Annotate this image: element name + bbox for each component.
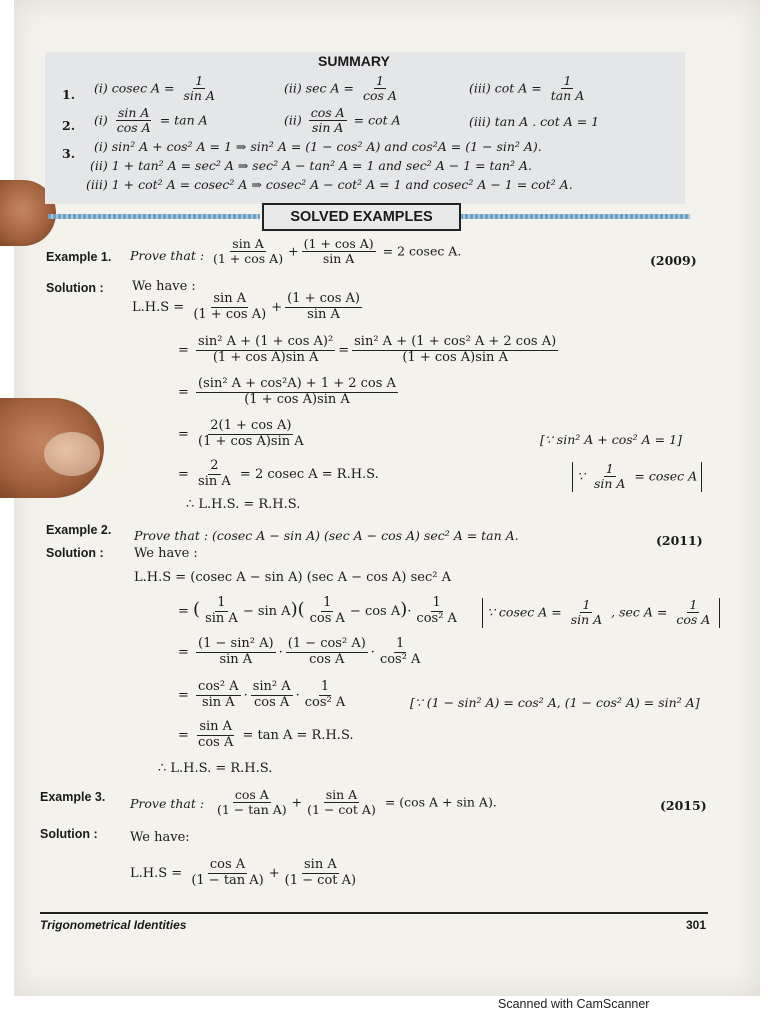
ex1-l1-plus: + (271, 299, 283, 315)
ex2-l2-m2: − cos A (349, 603, 401, 619)
ex3-l1b-num: sin A (304, 857, 337, 872)
ex1-eq-4: = (178, 426, 189, 442)
ex1-l4-num: 2(1 + cos A) (210, 418, 292, 433)
ex2-we-have: We have : (134, 546, 198, 561)
ex2-l3-1-num: (1 − sin² A) (198, 636, 274, 651)
ex2-l2-3-den: cos² A (416, 610, 457, 626)
ex3-f2-den: (1 − cot A) (307, 802, 376, 818)
summary-title: SUMMARY (318, 53, 390, 69)
ex3-rhs: = (cos A + sin A). (384, 794, 497, 810)
ex1-l1b-den: sin A (307, 306, 340, 322)
ex1-l1b-num: (1 + cos A) (287, 291, 360, 306)
ex2-l2-3-num: 1 (432, 595, 441, 610)
ex2-l2-note-2-den: cos A (676, 612, 711, 628)
s3-iii: (iii) 1 + cot² A = cosec² A ⇒ cosec² A − cot² A = 1 and cosec² A − 1 = cot² A. (86, 177, 573, 192)
ex3-l1-plus: + (268, 865, 280, 881)
s1-i-num: 1 (195, 73, 204, 88)
ex1-lhs: L.H.S = (132, 299, 185, 315)
ex2-eq-2: = (178, 603, 189, 619)
ex2-l5-den: cos A (198, 734, 234, 750)
ex2-l2-note-mid: , sec A = (611, 604, 668, 620)
s1-ii-num: 1 (375, 73, 384, 88)
ex2-lhs: L.H.S = (cosec A − sin A) (sec A − cos A) sec² A (134, 570, 452, 585)
ex1-l5-note-den: sin A (593, 476, 626, 492)
ex1-f1-den: (1 + cos A) (213, 251, 284, 267)
ex1-l5-note-post: = cosec A (634, 468, 698, 484)
ex1-l2a-den: (1 + cos A)sin A (212, 349, 319, 365)
ex2-prove: Prove that : (cosec A − sin A) (sec A − cos A) sec² A = tan A. (134, 528, 519, 543)
ex2-l2-note-1-num: 1 (582, 597, 591, 612)
footer-chapter: Trigonometrical Identities (40, 918, 187, 932)
ex2-l3-2-den: cos A (309, 651, 345, 667)
s1-iii-den: tan A (550, 88, 585, 104)
ex1-f2-num: (1 + cos A) (303, 236, 374, 251)
summary-row-2 (62, 104, 682, 138)
s2-i-num: sin A (117, 105, 150, 120)
footer-page-number: 301 (686, 918, 707, 932)
s2-ii-num: cos A (310, 105, 345, 120)
ex1-l4-note: [∵ sin² A + cos² A = 1] (540, 432, 682, 447)
ex1-l2b-num: sin² A + (1 + cos² A + 2 cos A) (354, 334, 557, 349)
ex2-l2-2-num: 1 (323, 595, 332, 610)
ex1-eq-2: = (178, 342, 189, 358)
ex1-year: (2009) (650, 253, 697, 268)
ex3-l1b-den: (1 − cot A) (284, 872, 357, 888)
example-2-label: Example 2. (46, 523, 112, 537)
s2-i-post: = tan A (159, 112, 208, 128)
ex3-f2-num: sin A (325, 787, 358, 802)
s1-ii-den: cos A (362, 88, 397, 104)
ex2-l4-2-num: sin² A (252, 679, 291, 694)
example-3-label: Example 3. (40, 790, 106, 804)
ex1-eq-5: = (178, 466, 189, 482)
summary-num-1: 1. (62, 87, 76, 102)
ex2-l4-3-den: cos² A (304, 694, 346, 710)
footer-rule (40, 912, 708, 914)
ex2-l2-note-pre: ∵ cosec A = (487, 604, 562, 620)
ex1-l1a-num: sin A (213, 291, 247, 306)
ex2-l3-2-num: (1 − cos² A) (287, 636, 366, 651)
ex1-l2a-num: sin² A + (1 + cos A)² (198, 334, 334, 349)
summary-num-2: 2. (62, 118, 76, 133)
ex1-eq-2b: = (338, 342, 350, 358)
ex2-conclusion: ∴ L.H.S. = R.H.S. (158, 761, 273, 776)
ex3-year: (2015) (660, 798, 707, 813)
ex2-l4-1-den: sin A (201, 694, 235, 710)
solved-examples-heading: SOLVED EXAMPLES (262, 203, 461, 231)
ex2-l5-num: sin A (199, 719, 233, 734)
ex2-solution-label: Solution : (46, 546, 104, 560)
ex2-l2-2-den: cos A (309, 610, 345, 626)
ex2-l5-post: = tan A = R.H.S. (242, 727, 354, 743)
decorative-rule-left (48, 214, 260, 219)
ex1-l4-den: (1 + cos A)sin A (198, 433, 304, 449)
ex2-l2-note-2-num: 1 (689, 597, 698, 612)
s1-iii-num: 1 (563, 73, 572, 88)
ex3-solution-label: Solution : (40, 827, 98, 841)
s2-ii-pre: (ii) (284, 112, 302, 128)
ex1-l5-den: sin A (198, 473, 231, 489)
ex2-l4-1-num: cos² A (198, 679, 239, 694)
ex2-l2-1-den: sin A (205, 610, 238, 626)
s3-i: (i) sin² A + cos² A = 1 ⇒ sin² A = (1 − cos² A) and cos²A = (1 − sin² A). (94, 139, 542, 154)
ex1-prove: Prove that : (130, 248, 205, 263)
ex1-solution-label: Solution : (46, 281, 104, 295)
ex2-l3-3-num: 1 (396, 636, 405, 651)
camscanner-watermark: Scanned with CamScanner (498, 997, 650, 1011)
ex1-l2b-den: (1 + cos A)sin A (402, 349, 508, 365)
ex1-l5-num: 2 (210, 458, 219, 473)
summary-num-3: 3. (62, 146, 76, 161)
ex1-l3-num: (sin² A + cos²A) + 1 + 2 cos A (198, 376, 396, 391)
ex2-l2-note-1-den: sin A (570, 612, 603, 628)
ex2-l2-1-num: 1 (217, 595, 226, 610)
ex2-l2-m1: − sin A (242, 603, 291, 619)
ex1-f2-den: sin A (322, 251, 355, 267)
s1-i-pre: (i) cosec A = (94, 80, 175, 96)
ex1-conclusion: ∴ L.H.S. = R.H.S. (186, 497, 301, 512)
ex3-f1-den: (1 − tan A) (217, 802, 287, 818)
ex1-l5-note-pre: ∵ (577, 468, 585, 484)
ex2-eq-3: = (178, 644, 189, 660)
s1-ii-pre: (ii) sec A = (284, 80, 354, 96)
s3-ii: (ii) 1 + tan² A = sec² A ⇒ sec² A − tan² A = 1 and sec² A − 1 = tan² A. (90, 158, 533, 173)
ex1-l1a-den: (1 + cos A) (193, 306, 267, 322)
ex3-l1a-num: cos A (209, 857, 246, 872)
ex3-plus: + (291, 794, 303, 810)
ex1-plus: + (288, 243, 299, 259)
ex3-we-have: We have: (130, 830, 190, 845)
ex1-rhs: = 2 cosec A. (382, 243, 462, 259)
s1-i-den: sin A (183, 88, 215, 104)
s2-iii: (iii) tan A . cot A = 1 (469, 114, 600, 129)
decorative-rule-right (460, 214, 690, 219)
ex1-eq-3: = (178, 384, 189, 400)
s2-ii-post: = cot A (353, 112, 401, 128)
ex3-lhs: L.H.S = (130, 865, 183, 881)
ex3-l1a-den: (1 − tan A) (191, 872, 264, 888)
ex2-l4-3-num: 1 (320, 679, 330, 694)
fingernail (44, 432, 100, 476)
s1-iii-pre: (iii) cot A = (469, 80, 542, 96)
ex2-l3-3-den: cos² A (379, 651, 421, 667)
ex1-f1-num: sin A (232, 236, 264, 251)
s2-i-pre: (i) (94, 112, 108, 128)
ex1-l5-post: = 2 cosec A = R.H.S. (239, 466, 379, 482)
ex1-we-have: We have : (132, 279, 196, 294)
ex2-year: (2011) (656, 533, 703, 548)
s2-ii-den: sin A (311, 120, 344, 136)
ex2-l3-1-den: sin A (219, 651, 253, 667)
ex2-eq-5: = (178, 727, 189, 743)
example-1-label: Example 1. (46, 250, 112, 264)
ex1-l3-den: (1 + cos A)sin A (244, 391, 350, 407)
s2-i-den: cos A (116, 120, 151, 136)
summary-row-1 (62, 70, 682, 104)
ex2-l4-note: [∵ (1 − sin² A) = cos² A, (1 − cos² A) = sin² A] (410, 695, 700, 710)
ex2-l4-2-den: cos A (254, 694, 290, 710)
ex1-l5-note-num: 1 (605, 461, 614, 476)
ex2-eq-4: = (178, 687, 189, 703)
ex3-prove: Prove that : (130, 796, 205, 811)
ex3-f1-num: cos A (234, 787, 269, 802)
